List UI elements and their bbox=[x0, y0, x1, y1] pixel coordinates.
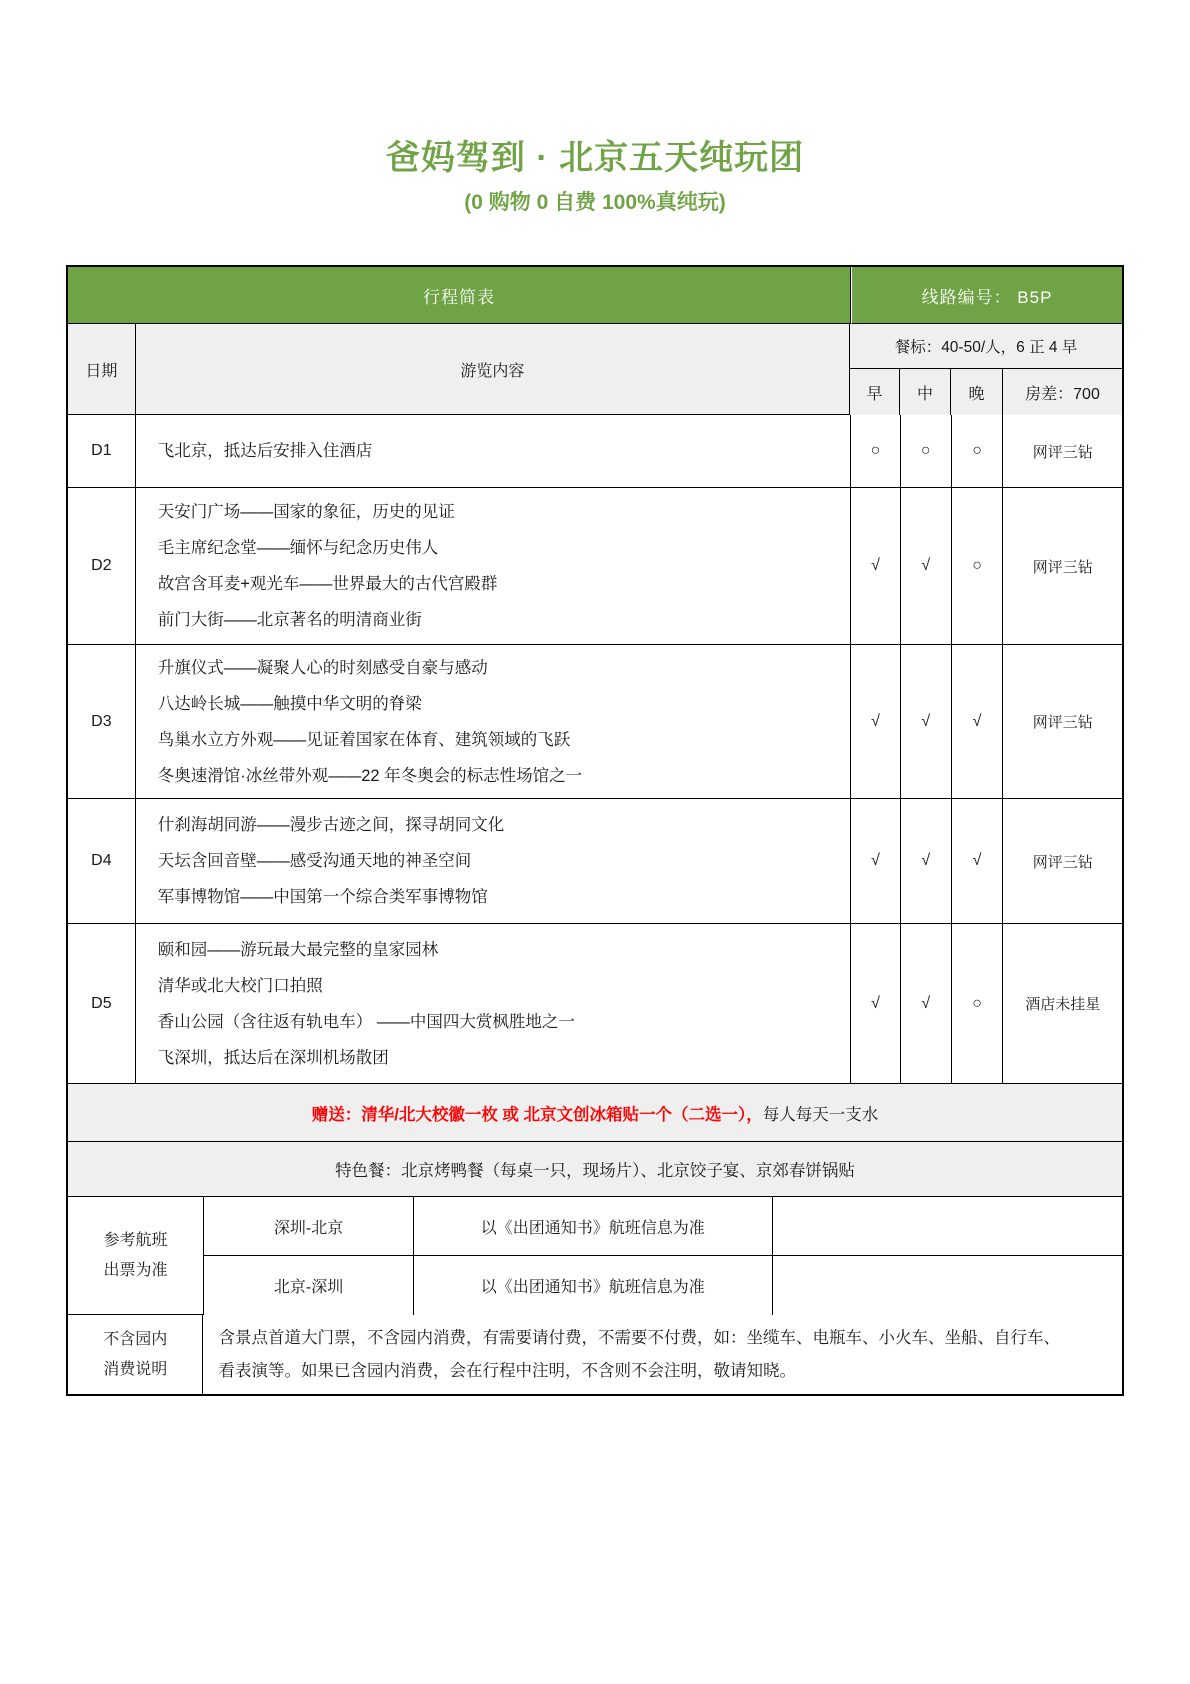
flight-row-return bbox=[204, 1256, 1122, 1315]
special-meal-row bbox=[68, 1142, 1122, 1197]
day-content-line: 颐和园——游玩最大最完整的皇家园林 bbox=[157, 940, 439, 959]
day-content bbox=[136, 799, 851, 924]
meal-mark-dinner: √ bbox=[952, 799, 1004, 924]
flights-label bbox=[68, 1197, 204, 1315]
exclusion-label-line: 消费说明 bbox=[103, 1360, 168, 1378]
exclusion-row bbox=[68, 1315, 1122, 1394]
page-title: 爸妈驾到 · 北京五天纯玩团 bbox=[385, 139, 805, 177]
day-content bbox=[136, 488, 851, 645]
meal-header-block bbox=[850, 324, 1122, 415]
hotel-cell: 酒店未挂星 bbox=[1003, 924, 1122, 1084]
col-header-content: 游览内容 bbox=[136, 324, 850, 415]
day-content-line: 前门大街——北京著名的明清商业街 bbox=[157, 611, 422, 629]
meal-mark-breakfast: ○ bbox=[851, 415, 901, 488]
meal-mark-lunch: ○ bbox=[901, 415, 952, 488]
day-row-d3 bbox=[68, 645, 1122, 799]
col-header-breakfast: 早 bbox=[850, 369, 900, 415]
meal-mark-breakfast: √ bbox=[851, 645, 901, 799]
exclusion-label bbox=[68, 1315, 203, 1394]
day-label: D1 bbox=[68, 415, 136, 488]
day-content-line: 升旗仪式——凝聚人心的时刻感受自豪与感动 bbox=[157, 658, 488, 677]
meal-standard: 餐标：40-50/人，6 正 4 早 bbox=[850, 324, 1122, 369]
flight-route: 北京-深圳 bbox=[204, 1256, 414, 1315]
col-header-dinner: 晚 bbox=[951, 369, 1003, 415]
meal-mark-lunch: √ bbox=[901, 488, 952, 645]
gift-highlight: 赠送：清华/北大校徽一枚 或 北京文创冰箱贴一个（二选一）， bbox=[311, 1105, 763, 1124]
day-content bbox=[136, 924, 851, 1084]
hotel-cell: 网评三钻 bbox=[1003, 645, 1122, 799]
header-route-code: 线路编号： B5P bbox=[851, 267, 1122, 324]
flight-info: 以《出团通知书》航班信息为准 bbox=[414, 1256, 772, 1315]
day-row-d5 bbox=[68, 924, 1122, 1084]
column-header-row bbox=[68, 324, 1122, 415]
flight-empty-cell bbox=[773, 1256, 1122, 1315]
flights-label-line: 参考航班 bbox=[103, 1231, 168, 1249]
day-content-line: 故宫含耳麦+观光车——世界最大的古代宫殿群 bbox=[157, 575, 498, 593]
col-header-room-diff: 房差：700 bbox=[1025, 385, 1100, 403]
day-label: D5 bbox=[68, 924, 136, 1084]
day-content-line: 八达岭长城——触摸中华文明的脊梁 bbox=[157, 694, 422, 713]
day-content-line: 毛主席纪念堂——缅怀与纪念历史伟人 bbox=[157, 539, 439, 557]
hotel-cell: 网评三钻 bbox=[1003, 799, 1122, 924]
meal-subheader-row bbox=[850, 369, 1122, 415]
col-header-lunch: 中 bbox=[900, 369, 951, 415]
day-content-line: 冬奥速滑馆·冰丝带外观——22 年冬奥会的标志性场馆之一 bbox=[157, 766, 583, 785]
hotel-cell: 网评三钻 bbox=[1003, 488, 1122, 645]
exclusion-label-line: 不含园内 bbox=[103, 1330, 168, 1348]
day-content-line: 飞北京，抵达后安排入住酒店 bbox=[157, 442, 373, 460]
meal-mark-lunch: √ bbox=[901, 645, 952, 799]
page-subtitle: (0 购物 0 自费 100%真纯玩) bbox=[464, 191, 726, 214]
day-content-line: 清华或北大校门口拍照 bbox=[157, 976, 323, 995]
hotel-cell: 网评三钻 bbox=[1003, 415, 1122, 488]
flight-route: 深圳-北京 bbox=[204, 1197, 414, 1256]
day-label: D4 bbox=[68, 799, 136, 924]
meal-mark-dinner: ○ bbox=[952, 415, 1004, 488]
day-content-line: 飞深圳，抵达后在深圳机场散团 bbox=[157, 1048, 389, 1067]
meal-mark-breakfast: √ bbox=[851, 488, 901, 645]
day-content-line: 鸟巢水立方外观——见证着国家在体育、建筑领域的飞跃 bbox=[157, 730, 571, 749]
meal-mark-dinner: √ bbox=[952, 645, 1004, 799]
day-content-line: 军事博物馆——中国第一个综合类军事博物馆 bbox=[157, 888, 488, 906]
exclusion-text-line: 含景点首道大门票，不含园内消费，有需要请付费，不需要不付费，如：坐缆车、电瓶车、小火车、坐船、自行车、 bbox=[218, 1328, 1060, 1347]
meal-mark-breakfast: √ bbox=[851, 924, 901, 1084]
meal-mark-dinner: ○ bbox=[952, 924, 1004, 1084]
day-label: D3 bbox=[68, 645, 136, 799]
meal-mark-lunch: √ bbox=[901, 924, 952, 1084]
flight-empty-cell bbox=[773, 1197, 1122, 1256]
day-row-d2 bbox=[68, 488, 1122, 645]
day-content-line: 天安门广场——国家的象征，历史的见证 bbox=[157, 503, 455, 521]
day-row-d4 bbox=[68, 799, 1122, 924]
day-content bbox=[136, 415, 851, 488]
exclusion-text-line: 看表演等。如果已含园内消费，会在行程中注明，不含则不会注明，敬请知晓。 bbox=[218, 1361, 796, 1380]
header-summary-title: 行程简表 bbox=[68, 267, 851, 324]
day-content-line: 什刹海胡同游——漫步古迹之间，探寻胡同文化 bbox=[157, 816, 505, 834]
exclusion-text bbox=[203, 1315, 1122, 1394]
col-header-date: 日期 bbox=[68, 324, 136, 415]
flight-row-outbound bbox=[204, 1197, 1122, 1256]
flights-rows bbox=[204, 1197, 1122, 1315]
day-row-d1 bbox=[68, 415, 1122, 488]
gift-text bbox=[68, 1084, 1122, 1142]
day-content bbox=[136, 645, 851, 799]
flights-label-line: 出票为准 bbox=[103, 1261, 168, 1279]
meal-mark-lunch: √ bbox=[901, 799, 952, 924]
itinerary-table bbox=[66, 265, 1124, 1396]
gift-normal: 每人每天一支水 bbox=[762, 1105, 879, 1124]
flight-info: 以《出团通知书》航班信息为准 bbox=[414, 1197, 772, 1256]
day-content-line: 香山公园（含往返有轨电车） ——中国四大赏枫胜地之一 bbox=[157, 1012, 575, 1031]
day-content-line: 天坛含回音壁——感受沟通天地的神圣空间 bbox=[157, 852, 472, 870]
meal-mark-dinner: ○ bbox=[952, 488, 1004, 645]
special-meal-text: 特色餐：北京烤鸭餐（每桌一只，现场片）、北京饺子宴、京郊春饼锅贴 bbox=[68, 1142, 1122, 1197]
gift-row bbox=[68, 1084, 1122, 1142]
flights-block bbox=[68, 1197, 1122, 1315]
day-label: D2 bbox=[68, 488, 136, 645]
table-header-row bbox=[68, 267, 1122, 324]
meal-mark-breakfast: √ bbox=[851, 799, 901, 924]
